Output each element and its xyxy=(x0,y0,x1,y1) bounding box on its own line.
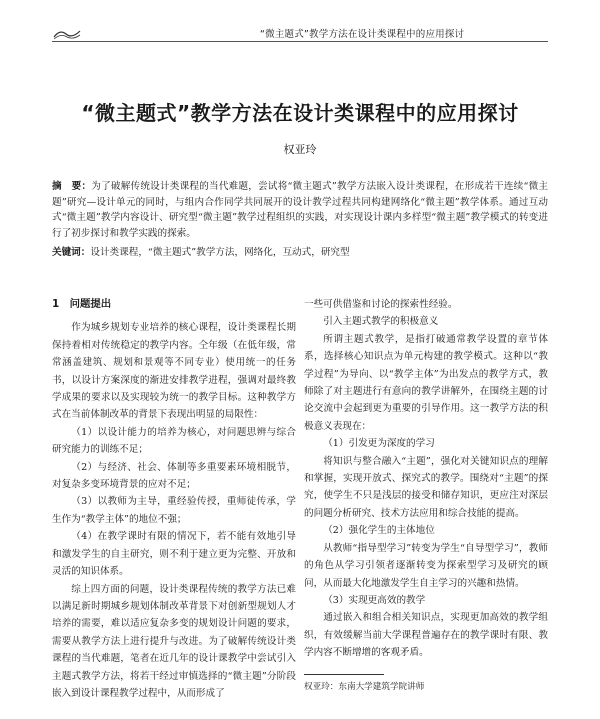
section-title: 1 问题提出 xyxy=(52,298,112,310)
paragraph: （2）与经济、社会、体制等多重要素环境相脱节，对复杂多变环境背景的应对不足； xyxy=(52,461,296,491)
paragraph: 将知识与整合融入“主题”，强化对关键知识点的理解和掌握，实现开放式、探究式的教学。围绕对“主题”的探究，使学生不只是浅层的接受和储存知识，更应注对深层的问题分析研究、技术方法应用和综合技能的提高。 xyxy=(304,455,548,519)
left-column xyxy=(52,296,296,702)
running-head: “微主题式”教学方法在设计类课程中的应用探讨 xyxy=(260,29,465,40)
abstract-label: 摘 要： xyxy=(52,181,92,192)
keywords-label: 关键词： xyxy=(52,247,91,258)
point-heading: （3）实现更高效的教学 xyxy=(323,594,426,606)
keywords xyxy=(52,245,548,260)
paragraph: 从教师“指导型学习”转变为学生“自导型学习”，教师的角色从学习引领者逐渐转变为探索型学习及研究的顾问，从而最大化地激发学生自主学习的兴趣和热情。 xyxy=(304,542,548,589)
paragraph: （4）在教学课时有限的情况下，若不能有效地引导和激发学生的自主研究，则不利于建立更为完整、开放和灵活的知识体系。 xyxy=(52,531,296,578)
footnote-divider xyxy=(304,674,384,675)
paragraph: 通过嵌入和组合相关知识点，实现更加高效的教学组织，有效缓解当前大学课程普遍存在的教学课时有限、教学内容不断增增的客观矛盾。 xyxy=(304,612,548,659)
paper-title: “微主题式”教学方法在设计类课程中的应用探讨 xyxy=(81,101,519,125)
abstract-text: 为了破解传统设计类课程的当代难题，尝试将“微主题式”教学方法嵌入设计类课程，在形成若干连续“微主题”研究—设计单元的同时，与组内合作同学共同展开的设计教学过程共同构建网络化“微主题”教学体系。通过互动式“微主题”教学内容设计、研究型“微主题”教学过程组织的实践，对实现设计课内多样型“微主题”教学模式的转变进行了初步探讨和教学实践的探索。 xyxy=(52,181,549,239)
keywords-text: 设计类课程，“微主题式”教学方法，网络化，互动式，研究型 xyxy=(90,247,350,258)
paragraph: （1）以设计能力的培养为核心，对问题思辨与综合研究能力的训练不足； xyxy=(52,426,296,456)
point-heading: （2）强化学生的主体地位 xyxy=(323,525,435,537)
right-column xyxy=(304,296,548,662)
subsection-title: 引入主题式教学的积极意义 xyxy=(323,316,439,328)
paragraph: 一些可供借鉴和讨论的探索性经验。 xyxy=(304,299,458,310)
author-footnote: 权亚玲：东南大学建筑学院讲师 xyxy=(304,682,425,692)
point-heading: （1）引发更为深度的学习 xyxy=(323,438,435,450)
paragraph: 作为城乡规划专业培养的核心课程，设计类课程长期保持着相对传统稳定的教学内容。仝年级（在低年级，常常涵盖建筑、规划和景观等不同专业）使用统一的任务书，以设计方案深度的渐进安排教学进程，强调对最终教学成果的要求以及实现较为统一的教学目标。这种教学方式在当前体制改革的背景下表现出明显的局限性： xyxy=(52,322,296,421)
header-divider xyxy=(52,41,548,42)
paragraph: 综上四方面的问题，设计类课程传统的教学方法已难以满足新时期城乡规划体制改革背景下对创新型规划人才培养的需要，难以适应复杂多变的规划设计问题的要求，需要从教学方法上进行提升与改进。为了破解传统设计类课程的当代难题，笔者在近几年的设计课教学中尝试引入主题式教学方法，将若干经过审慎选择的“微主题”分阶段嵌入到设计课程教学过程中，从而形成了 xyxy=(52,583,296,699)
author-name: 权亚玲 xyxy=(283,143,317,156)
journal-logo-icon xyxy=(52,28,82,40)
paragraph: （3）以教师为主导，重经验传授，重师徒传承，学生作为“教学主体”的地位不强； xyxy=(52,496,296,525)
abstract xyxy=(52,179,548,241)
paragraph: 所谓主题式教学，是指打破通常教学设置的章节体系，选择核心知识点为单元构建的教学模式。这种以“教学过程”为导向、以“教学主体”为出发点的教学方式，教师除了对主题进行有意向的教学讲解外，在围绕主题的讨论交流中会起到更为重要的引导作用。这一教学方法的积极意义表现在： xyxy=(304,333,548,432)
